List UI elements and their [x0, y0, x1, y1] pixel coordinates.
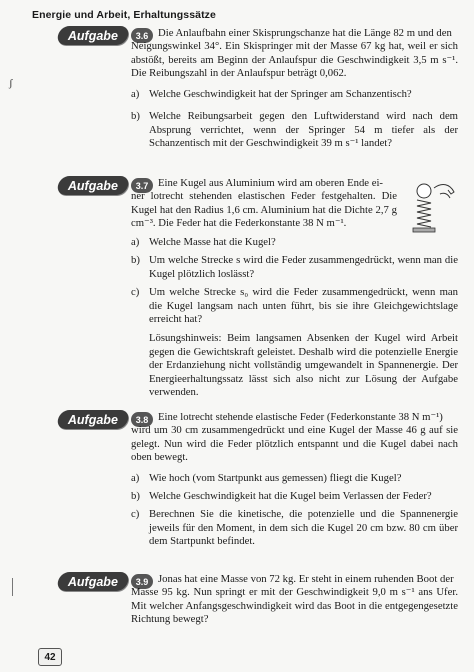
margin-mark: ʃ — [9, 77, 13, 89]
task-intro: Die Anlaufbahn einer Skisprungschanze hat die Länge 82 m und den — [158, 27, 452, 39]
task-number: 3.6 — [131, 28, 153, 43]
task-intro-continued: wird um 30 cm zusammengedrückt und eine Kugel der Masse 46 g auf sie gelegt. Nun wird die Feder plötzlich entspannt und die Kugel dabei nach oben bewegt. — [131, 424, 458, 464]
task-intro-continued: ner lotrecht stehenden elastischen Feder festgehalten. Die Kugel hat den Radius 1,6 cm. Aluminium hat die Dichte 2,7 g cm⁻³. Die Feder hat die Federkonstante 38 N m⁻¹. — [131, 190, 397, 230]
task-intro: Eine Kugel aus Aluminium wird am oberen Ende ei- — [158, 177, 383, 189]
margin-line — [12, 578, 13, 596]
question-text: Welche Reibungsarbeit gegen den Luftwiderstand wird nach dem Absprung verrichtet, wenn der Springer 54 m tiefer als der Schanzentisch mit der Geschwindigkeit 39 m s⁻¹ landet? — [149, 110, 458, 150]
spring-ball-figure — [404, 180, 459, 236]
question-text: Um welche Strecke s wird die Feder zusammengedrückt, wenn man die Kugel plötzlich loslässt? — [149, 254, 458, 280]
task-number: 3.9 — [131, 574, 153, 589]
task-intro: Eine lotrecht stehende elastische Feder (Federkonstante 38 N m⁻¹) — [158, 411, 443, 423]
aufgabe-badge: Aufgabe — [56, 26, 130, 45]
aufgabe-badge: Aufgabe — [56, 410, 130, 429]
question-text: Welche Geschwindigkeit hat der Springer am Schanzentisch? — [149, 88, 412, 100]
question-label: c) — [131, 286, 140, 298]
question-item — [131, 490, 458, 504]
question-item — [131, 110, 458, 151]
question-label: b) — [131, 490, 140, 502]
question-label: a) — [131, 88, 140, 100]
task-intro-continued: Masse 95 kg. Nun springt er mit der Geschwindigkeit 9,0 m s⁻¹ ans Ufer. Mit welcher Anfangsgeschwindigkeit wird das Boot in die entgegengesetzte Richtung bewegt? — [131, 586, 458, 626]
question-item — [131, 472, 458, 486]
question-text: Berechnen Sie die kinetische, die potenzielle und die Spannenergie jeweils für den Moment, in dem sich die Kugel 20 cm bzw. 80 cm über dem Startpunkt befindet. — [149, 508, 458, 548]
question-text: Wie hoch (vom Startpunkt aus gemessen) fliegt die Kugel? — [149, 472, 402, 484]
question-text: Um welche Strecke s₀ wird die Feder zusammengedrückt, wenn man die Kugel langsam nach unten führt, bis sie ihre Gleichgewichtslage erreicht hat? — [149, 286, 458, 326]
solution-hint: Lösungshinweis: Beim langsamen Absenken der Kugel wird Arbeit gegen die Gewichtskraft geleistet. Deshalb wird die potenzielle Energie der Erdanziehung nicht vollständig umgewandelt in Spannenergie. Der Energieerhaltungssatz lässt sich also nicht zur Lösung der Aufgabe verwenden. — [149, 332, 458, 399]
question-label: b) — [131, 254, 140, 266]
question-item — [131, 88, 458, 102]
aufgabe-badge: Aufgabe — [56, 176, 130, 195]
question-label: a) — [131, 236, 140, 248]
task-intro: Jonas hat eine Masse von 72 kg. Er steht in einem ruhenden Boot der — [158, 573, 454, 585]
page-number: 42 — [38, 648, 62, 666]
question-text: Welche Masse hat die Kugel? — [149, 236, 276, 248]
page-header: Energie und Arbeit, Erhaltungssätze — [32, 9, 216, 21]
aufgabe-badge: Aufgabe — [56, 572, 130, 591]
question-item — [131, 236, 458, 250]
question-label: c) — [131, 508, 140, 520]
question-item — [131, 254, 458, 281]
task-number: 3.7 — [131, 178, 153, 193]
question-text: Welche Geschwindigkeit hat die Kugel beim Verlassen der Feder? — [149, 490, 432, 502]
question-label: a) — [131, 472, 140, 484]
question-item — [131, 286, 458, 327]
question-label: b) — [131, 110, 140, 122]
question-item — [131, 508, 458, 549]
task-number: 3.8 — [131, 412, 153, 427]
task-intro-continued: Neigungswinkel 34°. Ein Skispringer mit der Masse 67 kg hat, weil er sich abstößt, bereits am Beginn der Anlaufspur die Geschwindigkeit 3,5 m s⁻¹. Die Reibungszahl in der Anlaufspur beträgt 0,062. — [131, 40, 458, 80]
